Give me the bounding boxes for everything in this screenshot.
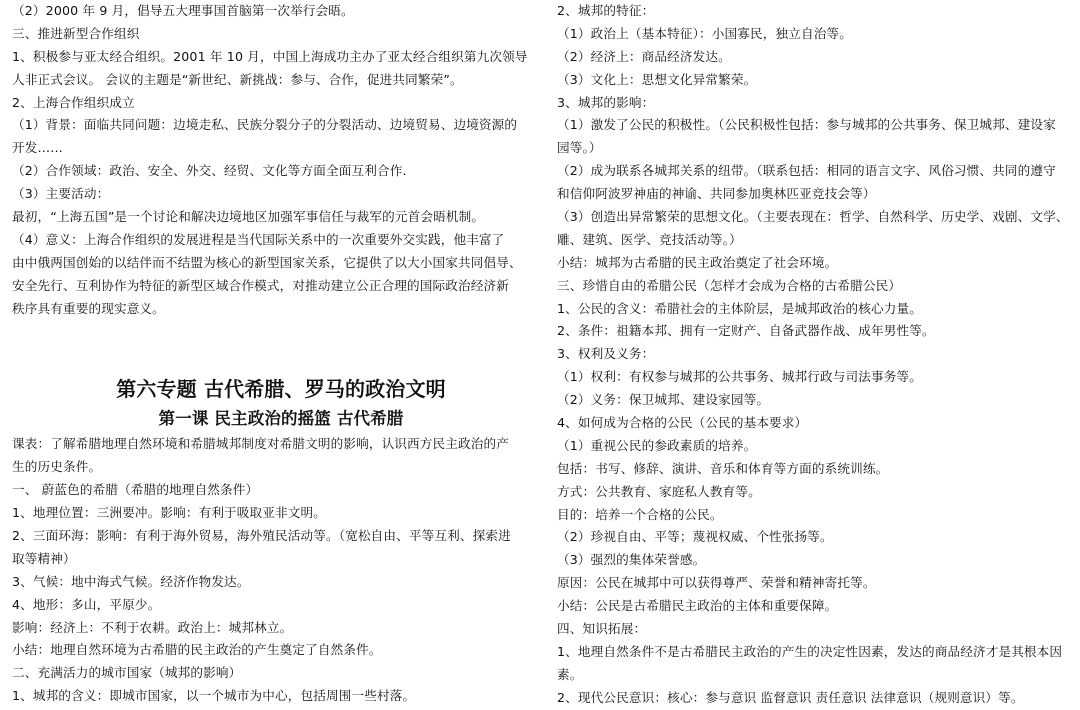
text-line: （4）意义：上海合作组织的发展进程是当代国际关系中的一次重要外交实践，他丰富了 [12, 231, 505, 247]
text-line: 2、三面环海：影响：有利于海外贸易，海外殖民活动等。（宽松自由、平等互利、探索进 [12, 528, 511, 544]
text-line: 一、 蔚蓝色的希腊（希腊的地理自然条件） [12, 482, 259, 498]
text-line: 3、权利及义务： [557, 346, 655, 362]
text-line: 方式：公共教育、家庭私人教育等。 [557, 483, 761, 499]
right-column [557, 0, 1075, 710]
text-line: （1）政治上（基本特征）：小国寡民，独立自治等。 [557, 25, 852, 41]
section-spacer [12, 320, 532, 372]
text-line: （3）强烈的集体荣誉感。 [557, 552, 706, 568]
text-line: 1、地理自然条件不是古希腊民主政治的产生的决定性因素，发达的商品经济才是其根本因 [557, 643, 1063, 659]
text-line: 和信仰阿波罗神庙的神谕、共同参加奥林匹亚竞技会等） [557, 186, 876, 202]
text-line: （3）主要活动： [12, 186, 110, 202]
text-line: （2）2000 年 9 月，倡导五大理事国首脑第一次举行会晤。 [12, 3, 354, 18]
text-line: 生的历史条件。 [12, 459, 102, 475]
text-line: （1）激发了公民的积极性。（公民积极性包括：参与城邦的公共事务、保卫城邦、建设家 [557, 117, 1056, 133]
text-line: 2、条件：祖籍本邦、拥有一定财产、自备武器作战、成年男性等。 [557, 323, 935, 339]
text-line: 园等。） [557, 140, 602, 156]
text-line: （2）合作领域：政治、安全、外交、经贸、文化等方面全面互利合作. [12, 163, 407, 179]
text-line: 1、城邦的含义：即城市国家，以一个城市为中心，包括周围一些村落。 [12, 688, 416, 704]
text-line: 1、公民的含义：希腊社会的主体阶层，是城邦政治的核心力量。 [557, 300, 922, 316]
left-column [12, 0, 532, 708]
text-line: 2、现代公民意识：核心：参与意识 监督意识 责任意识 法律意识（规则意识）等。 [557, 689, 1024, 705]
text-line: （2）成为联系各城邦关系的纽带。（联系包括：相同的语言文字、风俗习惯、共同的遵守 [557, 163, 1056, 179]
text-line: 小结：地理自然环境为古希腊的民主政治的产生奠定了自然条件。 [12, 642, 382, 658]
text-line: （1）背景：面临共同问题：边境走私、民族分裂分子的分裂活动、边境贸易、边境资源的 [12, 117, 518, 133]
text-line: （2）珍视自由、平等；蔑视权威、个性张扬等。 [557, 529, 833, 545]
text-line: 原因：公民在城邦中可以获得尊严、荣誉和精神寄托等。 [557, 575, 876, 591]
text-line: 最初，“上海五国”是一个讨论和解决边境地区加强军事信任与裁军的元首会晤机制。 [12, 209, 485, 225]
text-line: 开发…… [12, 140, 63, 156]
left-bottom-section [12, 433, 532, 708]
text-line: 影响：经济上：不利于农耕。政治上：城邦林立。 [12, 619, 293, 635]
text-line: 雕、建筑、医学、竞技活动等。） [557, 231, 742, 247]
text-line: 小结：城邦为古希腊的民主政治奠定了社会环境。 [557, 254, 838, 270]
text-line: 3、气候：地中海式气候。经济作物发达。 [12, 573, 250, 589]
text-line: （1）重视公民的参政素质的培养。 [557, 437, 757, 453]
text-line: 1、积极参与亚太经合组织。2001 年 10 月，中国上海成功主办了亚太经合组织第九次领导 [12, 48, 528, 64]
text-line: 目的：培养一个合格的公民。 [557, 506, 723, 522]
text-line: 取等精神） [12, 550, 76, 566]
text-line: （3）文化上：思想文化异常繁荣。 [557, 71, 757, 87]
text-line: 二、充满活力的城市国家（城邦的影响） [12, 665, 242, 681]
text-line: 包括：书写、修辞、演讲、音乐和体育等方面的系统训练。 [557, 460, 889, 476]
text-line: 四、知识拓展： [557, 621, 647, 637]
text-line: （2）义务：保卫城邦、建设家园等。 [557, 392, 770, 408]
text-line: 安全先行、互利协作为特征的新型区域合作模式，对推动建立公正合理的国际政治经济新 [12, 277, 510, 293]
text-line: 4、地形：多山，平原少。 [12, 596, 161, 612]
lesson-title: 第一课 民主政治的摇篮 古代希腊 [158, 409, 404, 429]
chapter-title: 第六专题 古代希腊、罗马的政治文明 [116, 377, 446, 402]
text-line: 由中俄两国创始的以结伴而不结盟为核心的新型国家关系，它提供了以大小国家共同倡导、 [12, 254, 522, 270]
text-line: 素。 [557, 666, 583, 682]
text-line: （3）创造出异常繁荣的思想文化。（主要表现在：哲学、自然科学、历史学、戏剧、文学、 [557, 209, 1069, 225]
text-line: 2、城邦的特征： [557, 3, 655, 18]
text-line: 秩序具有重要的现实意义。 [12, 300, 165, 316]
text-line: 3、城邦的影响： [557, 94, 655, 110]
text-line: 4、如何成为合格的公民（公民的基本要求） [557, 415, 808, 431]
text-line: 小结：公民是古希腊民主政治的主体和重要保障。 [557, 598, 838, 614]
text-line: 人非正式会议。 会议的主题是“新世纪、新挑战：参与、合作，促进共同繁荣”。 [12, 71, 463, 87]
text-line: 课表：了解希腊地理自然环境和希腊城邦制度对希腊文明的影响，认识西方民主政治的产 [12, 436, 510, 452]
text-line: 1、地理位置：三洲要冲。影响：有利于吸取亚非文明。 [12, 505, 327, 521]
text-line: 2、上海合作组织成立 [12, 94, 135, 110]
text-line: （1）权利：有权参与城邦的公共事务、城邦行政与司法事务等。 [557, 369, 922, 385]
text-line: （2）经济上：商品经济发达。 [557, 48, 731, 64]
text-line: 三、推进新型合作组织 [12, 25, 140, 41]
left-top-section [12, 0, 532, 320]
text-line: 三、珍惜自由的希腊公民（怎样才会成为合格的古希腊公民） [557, 277, 902, 293]
